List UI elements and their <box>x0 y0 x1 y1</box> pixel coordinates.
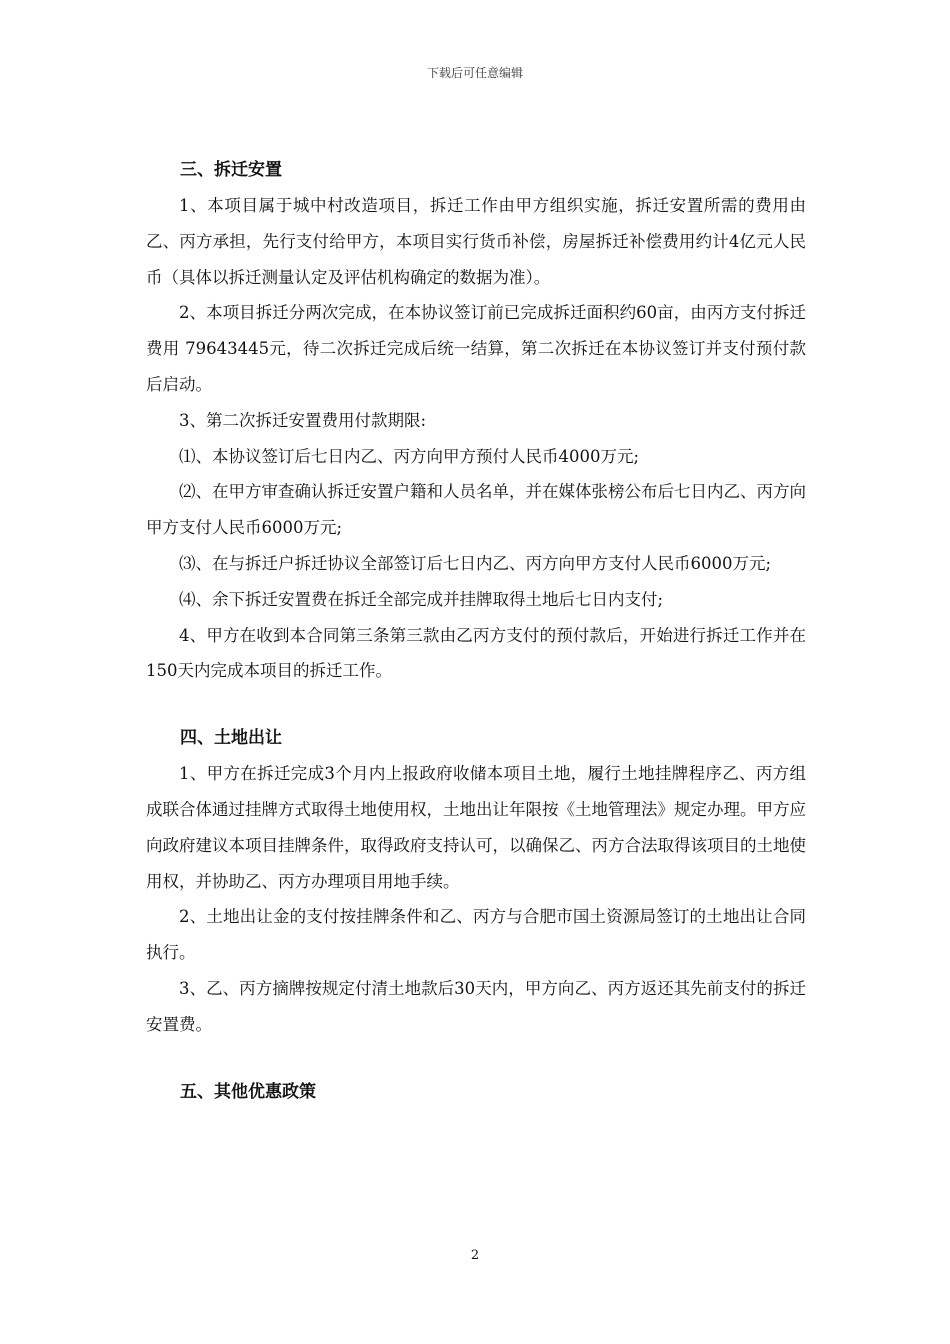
paragraph: ⑶、在与拆迁户拆迁协议全部签订后七日内乙、丙方向甲方支付人民币6000万元; <box>179 553 772 573</box>
paragraph: ⑵、在甲方审查确认拆迁安置户籍和人员名单，并在媒体张榜公布后七日内乙、丙方向甲方支付人民币6000万元; <box>146 482 806 538</box>
paragraph: 2、土地出让金的支付按挂牌条件和乙、丙方与合肥市国土资源局签订的土地出让合同执行。 <box>146 907 806 963</box>
paragraph: 3、第二次拆迁安置费用付款期限: <box>179 410 427 430</box>
section-spacer <box>146 689 806 720</box>
paragraph: 1、本项目属于城中村改造项目，拆迁工作由甲方组织实施，拆迁安置所需的费用由乙、丙方承担，先行支付给甲方，本项目实行货币补偿，房屋拆迁补偿费用约计4亿元人民币（具体以拆迁测量认定及评估机构确定的数据为准）。 <box>146 196 806 287</box>
paragraph: 3、乙、丙方摘牌按规定付清土地款后30天内，甲方向乙、丙方返还其先前支付的拆迁安置费。 <box>146 978 806 1034</box>
page-header: 下载后可任意编辑 <box>426 66 523 80</box>
paragraph: 2、本项目拆迁分两次完成，在本协议签订前已完成拆迁面积约60亩，由丙方支付拆迁费用 79643445元，待二次拆迁完成后统一结算，第二次拆迁在本协议签订并支付预付款后启动。 <box>146 303 806 394</box>
paragraph: ⑷、余下拆迁安置费在拆迁全部完成并挂牌取得土地后七日内支付; <box>179 589 664 609</box>
paragraph: 4、甲方在收到本合同第三条第三款由乙丙方支付的预付款后，开始进行拆迁工作并在150天内完成本项目的拆迁工作。 <box>146 625 806 681</box>
page-number: 2 <box>470 1248 480 1263</box>
section-heading-3: 三、拆迁安置 <box>180 160 282 180</box>
document-body <box>146 152 806 1110</box>
section-heading-4: 四、土地出让 <box>180 728 282 749</box>
section-heading-5: 五、其他优惠政策 <box>180 1081 316 1102</box>
section-spacer <box>146 1043 806 1074</box>
paragraph: 1、甲方在拆迁完成3个月内上报政府收储本项目土地，履行土地挂牌程序乙、丙方组成联合体通过挂牌方式取得土地使用权，土地出让年限按《土地管理法》规定办理。甲方应向政府建议本项目挂牌条件，取得政府支持认可，以确保乙、丙方合法取得该项目的土地使用权，并协助乙、丙方办理项目用地手续。 <box>146 764 806 891</box>
paragraph: ⑴、本协议签订后七日内乙、丙方向甲方预付人民币4000万元; <box>179 446 640 466</box>
